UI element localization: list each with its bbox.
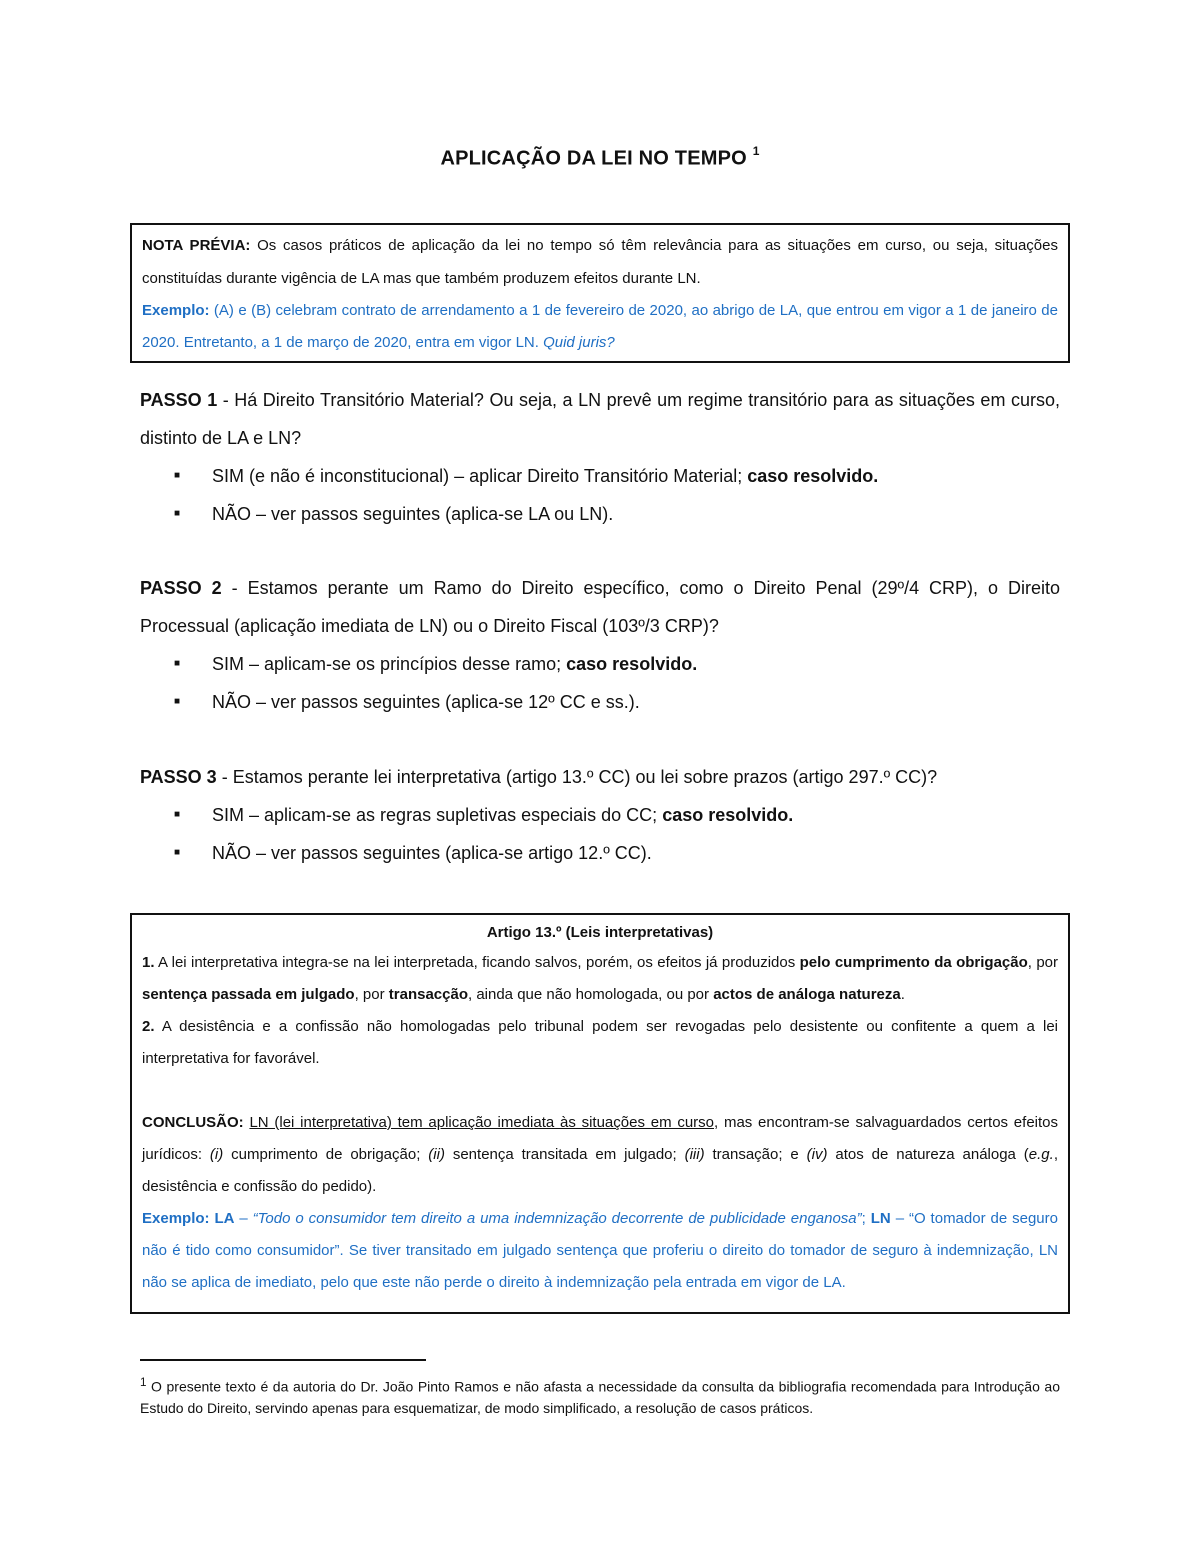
conclusion-iii: (iii) [684,1146,705,1163]
option-text: SIM – aplicam-se os princípios desse ramo; [212,654,567,674]
article-title: Artigo 13.º (Leis interpretativas) [486,924,714,941]
p1-number: 1. [142,954,155,971]
article-example-sep: ; [861,1210,871,1227]
p1-bold-h: actos de análoga natureza [713,986,901,1003]
article-paragraph-2 [142,1011,1058,1075]
article-example-rest: – “O tomador de seguro não é tido como consumidor”. Se tiver transitado em julgado sentença que proferiu o direito do tomador de seguro à indemnização, LN não se aplica de imediato, pelo que este não perde o direito à indemnização pela entrada em vigor de LA. [142,1210,1058,1291]
footnote-text: O presente texto é da autoria do Dr. João Pinto Ramos e não afasta a necessidade da consulta da bibliografia recomendada para Introdução ao Estudo do Direito, servindo apenas para esquematizar, de modo simplificado, a resolução de casos práticos. [140,1378,1060,1416]
step-3-text: - Estamos perante lei interpretativa (artigo 13.º CC) ou lei sobre prazos (artigo 297.º CC)? [216,767,938,787]
p1-text-i: . [900,986,905,1003]
step-3-option-no [140,834,1060,872]
article-example-ln-label: LN [870,1210,891,1227]
title-footnote-ref: 1 [752,144,760,158]
option-bold: caso resolvido. [662,805,794,825]
step-1-option-no [140,495,1060,533]
conclusion-iv: (iv) [806,1146,828,1163]
conclusion-text: , mas encontram-se salvaguardados certos efeitos jurídicos: [142,1114,1058,1163]
page-title [0,146,1200,171]
article-example-dash: – [234,1210,253,1227]
p1-bold-d: sentença passada em julgado [142,986,355,1003]
option-bold: caso resolvido. [747,466,879,486]
bullet-icon: ■ [174,470,181,481]
article-example [142,1203,1058,1299]
option-text: NÃO – ver passos seguintes (aplica-se 12º CC e ss.). [212,692,640,712]
option-text: NÃO – ver passos seguintes (aplica-se LA ou LN). [212,504,614,524]
p1-text-c: , por [1027,954,1059,971]
article-paragraph-1 [142,947,1058,1011]
conclusion-paragraph [142,1107,1058,1203]
conclusion-i-text: cumprimento de obrigação; [223,1146,429,1163]
step-3-label: PASSO 3 [140,767,217,787]
option-bold: caso resolvido. [566,654,698,674]
article-example-label: Exemplo: LA [142,1210,235,1227]
step-2-option-yes [140,645,1060,683]
bullet-icon: ■ [174,847,181,858]
note-text: Os casos práticos de aplicação da lei no tempo só têm relevância para as situações em curso, ou seja, situações constituídas durante vigência de LA mas que também produzem efeitos durante LN. [142,237,1058,287]
step-1-label: PASSO 1 [140,390,218,410]
step-3-options [140,796,1060,872]
conclusion-iii-text: transação; e [704,1146,807,1163]
p1-text-g: , ainda que não homologada, ou por [467,986,714,1003]
p1-text-a: A lei interpretativa integra-se na lei interpretada, ficando salvos, porém, os efeitos já produzidos [154,954,800,971]
step-2-question [140,569,1060,645]
note-box [130,223,1070,363]
step-2-option-no [140,683,1060,721]
step-1-question [140,381,1060,457]
step-2-label: PASSO 2 [140,578,222,598]
conclusion-label: CONCLUSÃO: [142,1114,244,1131]
note-example-label: Exemplo: [142,302,210,319]
step-3-option-yes [140,796,1060,834]
title-text: APLICAÇÃO DA LEI NO TEMPO [440,147,747,170]
p1-bold-b: pelo cumprimento da obrigação [799,954,1028,971]
spacer [142,1075,1058,1107]
conclusion-ii: (ii) [428,1146,445,1163]
step-1-text: - Há Direito Transitório Material? Ou seja, a LN prevê um regime transitório para as situações em curso, distinto de LA e LN? [140,390,1060,448]
step-3-question [140,758,1060,796]
note-example [142,295,1058,359]
step-3 [140,758,1060,872]
note-example-text: (A) e (B) celebram contrato de arrendamento a 1 de fevereiro de 2020, ao abrigo de LA, que entrou em vigor a 1 de janeiro de 2020. Entretanto, a 1 de março de 2020, entra em vigor LN. [142,302,1058,351]
p2-text: A desistência e a confissão não homologadas pelo tribunal podem ser revogadas pelo desistente ou confitente a quem a lei interpretativa for favorável. [142,1018,1058,1067]
conclusion-iv-text: atos de natureza análoga ( [827,1146,1029,1163]
option-text: SIM (e não é inconstitucional) – aplicar Direito Transitório Material; [212,466,748,486]
note-example-question: Quid juris? [543,334,615,351]
conclusion-underlined: LN (lei interpretativa) tem aplicação imediata às situações em curso [249,1114,715,1131]
footnote-number: 1 [140,1376,147,1389]
step-1 [140,381,1060,533]
bullet-icon: ■ [174,508,181,519]
conclusion-i: (i) [209,1146,224,1163]
step-1-option-yes [140,457,1060,495]
step-2-text: - Estamos perante um Ramo do Direito específico, como o Direito Penal (29º/4 CRP), o Direito Processual (aplicação imediata de LN) ou o Direito Fiscal (103º/3 CRP)? [140,578,1060,636]
note-label: NOTA PRÉVIA: [142,237,251,254]
conclusion-end: , desistência e confissão do pedido). [142,1146,1058,1195]
option-text: SIM – aplicam-se as regras supletivas especiais do CC; [212,805,663,825]
step-1-options [140,457,1060,533]
bullet-icon: ■ [174,658,181,669]
step-2 [140,569,1060,721]
footnote-separator [140,1359,426,1361]
p1-bold-f: transacção [388,986,468,1003]
step-2-options [140,645,1060,721]
note-paragraph [142,229,1058,295]
p1-text-e: , por [354,986,389,1003]
conclusion-ii-text: sentença transitada em julgado; [444,1146,685,1163]
article-example-la-quote: “Todo o consumidor tem direito a uma indemnização decorrente de publicidade enganosa” [252,1210,862,1227]
article-box [130,913,1070,1314]
bullet-icon: ■ [174,696,181,707]
footnote [140,1372,1060,1419]
p2-number: 2. [142,1018,155,1035]
conclusion-eg: e.g. [1028,1146,1054,1163]
option-text: NÃO – ver passos seguintes (aplica-se artigo 12.º CC). [212,843,652,863]
bullet-icon: ■ [174,809,181,820]
